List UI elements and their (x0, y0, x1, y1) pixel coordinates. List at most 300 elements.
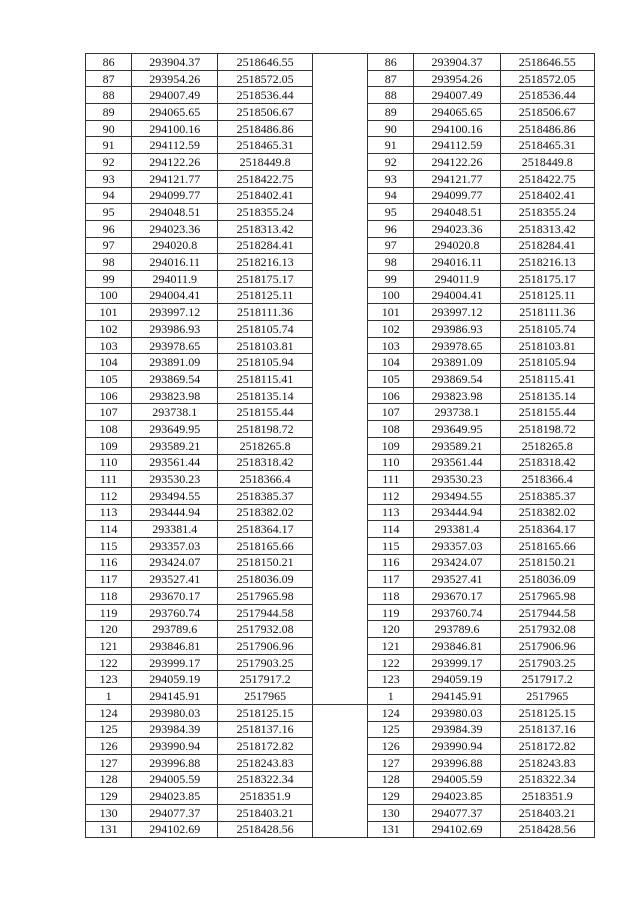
right-y-coordinate-cell: 2518036.09 (500, 571, 594, 588)
spacer-cell (312, 87, 367, 104)
left-y-coordinate-cell: 2518135.14 (218, 387, 312, 404)
right-x-coordinate-cell: 294007.49 (414, 87, 500, 104)
left-point-number-cell: 129 (86, 788, 132, 805)
table-row (86, 237, 595, 254)
left-y-coordinate-cell: 2518449.8 (218, 154, 312, 171)
table-row (86, 287, 595, 304)
table-row (86, 638, 595, 655)
right-x-coordinate-cell: 293823.98 (414, 387, 500, 404)
left-point-number-cell: 96 (86, 220, 132, 237)
coordinate-table-body (86, 54, 595, 838)
right-y-coordinate-cell: 2518449.8 (500, 154, 594, 171)
left-x-coordinate-cell: 294048.51 (132, 204, 218, 221)
right-x-coordinate-cell: 293760.74 (414, 604, 500, 621)
left-point-number-cell: 93 (86, 170, 132, 187)
left-y-coordinate-cell: 2518322.34 (218, 771, 312, 788)
spacer-cell (312, 371, 367, 388)
right-y-coordinate-cell: 2518322.34 (500, 771, 594, 788)
left-y-coordinate-cell: 2518428.56 (218, 821, 312, 838)
left-x-coordinate-cell: 293986.93 (132, 321, 218, 338)
right-x-coordinate-cell: 293424.07 (414, 554, 500, 571)
table-row (86, 571, 595, 588)
left-y-coordinate-cell: 2518486.86 (218, 120, 312, 137)
left-x-coordinate-cell: 294145.91 (132, 688, 218, 705)
left-x-coordinate-cell: 293978.65 (132, 337, 218, 354)
left-point-number-cell: 92 (86, 154, 132, 171)
spacer-cell (312, 204, 367, 221)
left-y-coordinate-cell: 2518125.11 (218, 287, 312, 304)
left-y-coordinate-cell: 2517906.96 (218, 638, 312, 655)
right-y-coordinate-cell: 2518115.41 (500, 371, 594, 388)
spacer-cell (312, 604, 367, 621)
left-x-coordinate-cell: 294099.77 (132, 187, 218, 204)
table-row (86, 821, 595, 838)
spacer-cell (312, 437, 367, 454)
spacer-cell (312, 387, 367, 404)
right-point-number-cell: 130 (368, 804, 414, 821)
right-x-coordinate-cell: 293561.44 (414, 454, 500, 471)
table-row (86, 154, 595, 171)
spacer-cell (312, 588, 367, 605)
right-y-coordinate-cell: 2518402.41 (500, 187, 594, 204)
table-row (86, 788, 595, 805)
left-x-coordinate-cell: 293984.39 (132, 721, 218, 738)
left-y-coordinate-cell: 2518137.16 (218, 721, 312, 738)
right-y-coordinate-cell: 2518105.94 (500, 354, 594, 371)
right-y-coordinate-cell: 2518428.56 (500, 821, 594, 838)
left-point-number-cell: 123 (86, 671, 132, 688)
left-point-number-cell: 90 (86, 120, 132, 137)
spacer-cell (312, 754, 367, 771)
right-x-coordinate-cell: 293846.81 (414, 638, 500, 655)
left-x-coordinate-cell: 293980.03 (132, 704, 218, 721)
right-x-coordinate-cell: 294023.36 (414, 220, 500, 237)
table-row (86, 554, 595, 571)
left-y-coordinate-cell: 2518382.02 (218, 504, 312, 521)
left-x-coordinate-cell: 293846.81 (132, 638, 218, 655)
left-point-number-cell: 104 (86, 354, 132, 371)
spacer-cell (312, 738, 367, 755)
left-y-coordinate-cell: 2518172.82 (218, 738, 312, 755)
table-row (86, 137, 595, 154)
spacer-cell (312, 621, 367, 638)
right-x-coordinate-cell: 294112.59 (414, 137, 500, 154)
right-point-number-cell: 102 (368, 321, 414, 338)
left-point-number-cell: 114 (86, 521, 132, 538)
left-x-coordinate-cell: 294100.16 (132, 120, 218, 137)
right-y-coordinate-cell: 2518111.36 (500, 304, 594, 321)
left-x-coordinate-cell: 293589.21 (132, 437, 218, 454)
left-x-coordinate-cell: 294065.65 (132, 104, 218, 121)
left-point-number-cell: 87 (86, 70, 132, 87)
left-y-coordinate-cell: 2518572.05 (218, 70, 312, 87)
spacer-cell (312, 137, 367, 154)
left-x-coordinate-cell: 293823.98 (132, 387, 218, 404)
spacer-cell (312, 270, 367, 287)
right-point-number-cell: 123 (368, 671, 414, 688)
table-row (86, 454, 595, 471)
spacer-cell (312, 54, 367, 71)
left-x-coordinate-cell: 293561.44 (132, 454, 218, 471)
right-point-number-cell: 115 (368, 537, 414, 554)
table-row (86, 404, 595, 421)
table-row (86, 421, 595, 438)
right-point-number-cell: 100 (368, 287, 414, 304)
spacer-cell (312, 104, 367, 121)
left-point-number-cell: 115 (86, 537, 132, 554)
left-x-coordinate-cell: 293999.17 (132, 654, 218, 671)
left-y-coordinate-cell: 2518175.17 (218, 270, 312, 287)
right-point-number-cell: 106 (368, 387, 414, 404)
left-point-number-cell: 131 (86, 821, 132, 838)
right-point-number-cell: 104 (368, 354, 414, 371)
left-y-coordinate-cell: 2518284.41 (218, 237, 312, 254)
right-point-number-cell: 119 (368, 604, 414, 621)
right-y-coordinate-cell: 2518103.81 (500, 337, 594, 354)
right-y-coordinate-cell: 2518385.37 (500, 487, 594, 504)
spacer-cell (312, 704, 367, 721)
right-x-coordinate-cell: 293984.39 (414, 721, 500, 738)
left-y-coordinate-cell: 2517903.25 (218, 654, 312, 671)
right-point-number-cell: 109 (368, 437, 414, 454)
right-y-coordinate-cell: 2517944.58 (500, 604, 594, 621)
table-row (86, 754, 595, 771)
table-row (86, 804, 595, 821)
right-point-number-cell: 87 (368, 70, 414, 87)
right-point-number-cell: 91 (368, 137, 414, 154)
left-y-coordinate-cell: 2518155.44 (218, 404, 312, 421)
right-x-coordinate-cell: 293357.03 (414, 537, 500, 554)
right-y-coordinate-cell: 2518172.82 (500, 738, 594, 755)
left-y-coordinate-cell: 2518105.94 (218, 354, 312, 371)
right-y-coordinate-cell: 2518125.15 (500, 704, 594, 721)
right-x-coordinate-cell: 293980.03 (414, 704, 500, 721)
right-x-coordinate-cell: 294020.8 (414, 237, 500, 254)
right-x-coordinate-cell: 294077.37 (414, 804, 500, 821)
spacer-cell (312, 554, 367, 571)
right-y-coordinate-cell: 2518137.16 (500, 721, 594, 738)
table-row (86, 704, 595, 721)
left-point-number-cell: 89 (86, 104, 132, 121)
left-x-coordinate-cell: 293357.03 (132, 537, 218, 554)
left-x-coordinate-cell: 294011.9 (132, 270, 218, 287)
right-x-coordinate-cell: 293904.37 (414, 54, 500, 71)
right-point-number-cell: 105 (368, 371, 414, 388)
spacer-cell (312, 237, 367, 254)
right-y-coordinate-cell: 2518198.72 (500, 421, 594, 438)
right-y-coordinate-cell: 2518318.42 (500, 454, 594, 471)
left-point-number-cell: 125 (86, 721, 132, 738)
spacer-cell (312, 504, 367, 521)
table-row (86, 621, 595, 638)
right-point-number-cell: 96 (368, 220, 414, 237)
left-y-coordinate-cell: 2518646.55 (218, 54, 312, 71)
left-x-coordinate-cell: 294023.36 (132, 220, 218, 237)
right-x-coordinate-cell: 294016.11 (414, 254, 500, 271)
left-x-coordinate-cell: 294016.11 (132, 254, 218, 271)
table-row (86, 187, 595, 204)
spacer-cell (312, 304, 367, 321)
spacer-cell (312, 337, 367, 354)
left-y-coordinate-cell: 2517944.58 (218, 604, 312, 621)
table-row (86, 270, 595, 287)
left-point-number-cell: 100 (86, 287, 132, 304)
left-y-coordinate-cell: 2518366.4 (218, 471, 312, 488)
table-row (86, 387, 595, 404)
right-point-number-cell: 97 (368, 237, 414, 254)
right-y-coordinate-cell: 2518243.83 (500, 754, 594, 771)
right-point-number-cell: 89 (368, 104, 414, 121)
table-row (86, 104, 595, 121)
right-x-coordinate-cell: 293997.12 (414, 304, 500, 321)
left-point-number-cell: 91 (86, 137, 132, 154)
right-point-number-cell: 125 (368, 721, 414, 738)
right-point-number-cell: 131 (368, 821, 414, 838)
right-y-coordinate-cell: 2517965.98 (500, 588, 594, 605)
left-point-number-cell: 121 (86, 638, 132, 655)
left-y-coordinate-cell: 2518536.44 (218, 87, 312, 104)
right-point-number-cell: 95 (368, 204, 414, 221)
right-point-number-cell: 120 (368, 621, 414, 638)
right-y-coordinate-cell: 2518165.66 (500, 537, 594, 554)
left-x-coordinate-cell: 293904.37 (132, 54, 218, 71)
left-point-number-cell: 88 (86, 87, 132, 104)
right-y-coordinate-cell: 2518355.24 (500, 204, 594, 221)
left-x-coordinate-cell: 293869.54 (132, 371, 218, 388)
left-x-coordinate-cell: 294023.85 (132, 788, 218, 805)
left-y-coordinate-cell: 2518265.8 (218, 437, 312, 454)
spacer-cell (312, 170, 367, 187)
right-point-number-cell: 113 (368, 504, 414, 521)
right-x-coordinate-cell: 294004.41 (414, 287, 500, 304)
right-x-coordinate-cell: 294121.77 (414, 170, 500, 187)
table-row (86, 537, 595, 554)
right-y-coordinate-cell: 2518366.4 (500, 471, 594, 488)
right-y-coordinate-cell: 2518572.05 (500, 70, 594, 87)
right-x-coordinate-cell: 294059.19 (414, 671, 500, 688)
left-point-number-cell: 127 (86, 754, 132, 771)
table-row (86, 521, 595, 538)
right-y-coordinate-cell: 2518486.86 (500, 120, 594, 137)
left-x-coordinate-cell: 293760.74 (132, 604, 218, 621)
left-y-coordinate-cell: 2518465.31 (218, 137, 312, 154)
left-x-coordinate-cell: 293738.1 (132, 404, 218, 421)
left-y-coordinate-cell: 2518105.74 (218, 321, 312, 338)
right-x-coordinate-cell: 293381.4 (414, 521, 500, 538)
left-x-coordinate-cell: 293789.6 (132, 621, 218, 638)
table-row (86, 220, 595, 237)
spacer-cell (312, 287, 367, 304)
left-x-coordinate-cell: 294007.49 (132, 87, 218, 104)
right-x-coordinate-cell: 293494.55 (414, 487, 500, 504)
right-point-number-cell: 114 (368, 521, 414, 538)
right-x-coordinate-cell: 294100.16 (414, 120, 500, 137)
table-row (86, 87, 595, 104)
left-y-coordinate-cell: 2518351.9 (218, 788, 312, 805)
right-point-number-cell: 88 (368, 87, 414, 104)
spacer-cell (312, 638, 367, 655)
right-x-coordinate-cell: 294102.69 (414, 821, 500, 838)
table-row (86, 504, 595, 521)
right-x-coordinate-cell: 293986.93 (414, 321, 500, 338)
right-x-coordinate-cell: 293869.54 (414, 371, 500, 388)
left-x-coordinate-cell: 293990.94 (132, 738, 218, 755)
left-point-number-cell: 109 (86, 437, 132, 454)
left-y-coordinate-cell: 2518243.83 (218, 754, 312, 771)
left-point-number-cell: 106 (86, 387, 132, 404)
left-x-coordinate-cell: 293649.95 (132, 421, 218, 438)
right-y-coordinate-cell: 2518403.21 (500, 804, 594, 821)
spacer-cell (312, 771, 367, 788)
table-row (86, 254, 595, 271)
left-point-number-cell: 130 (86, 804, 132, 821)
right-x-coordinate-cell: 293527.41 (414, 571, 500, 588)
left-x-coordinate-cell: 294122.26 (132, 154, 218, 171)
left-x-coordinate-cell: 293424.07 (132, 554, 218, 571)
right-point-number-cell: 129 (368, 788, 414, 805)
left-point-number-cell: 112 (86, 487, 132, 504)
left-point-number-cell: 116 (86, 554, 132, 571)
table-row (86, 70, 595, 87)
left-y-coordinate-cell: 2518364.17 (218, 521, 312, 538)
spacer-cell (312, 220, 367, 237)
spacer-cell (312, 671, 367, 688)
right-x-coordinate-cell: 294048.51 (414, 204, 500, 221)
left-x-coordinate-cell: 293494.55 (132, 487, 218, 504)
right-point-number-cell: 110 (368, 454, 414, 471)
left-y-coordinate-cell: 2518036.09 (218, 571, 312, 588)
spacer-cell (312, 804, 367, 821)
right-point-number-cell: 103 (368, 337, 414, 354)
right-y-coordinate-cell: 2517903.25 (500, 654, 594, 671)
right-y-coordinate-cell: 2518216.13 (500, 254, 594, 271)
right-y-coordinate-cell: 2518422.75 (500, 170, 594, 187)
left-x-coordinate-cell: 293527.41 (132, 571, 218, 588)
left-y-coordinate-cell: 2517917.2 (218, 671, 312, 688)
spacer-cell (312, 70, 367, 87)
table-row (86, 738, 595, 755)
right-point-number-cell: 121 (368, 638, 414, 655)
right-y-coordinate-cell: 2518351.9 (500, 788, 594, 805)
left-point-number-cell: 111 (86, 471, 132, 488)
table-row (86, 721, 595, 738)
spacer-cell (312, 788, 367, 805)
left-x-coordinate-cell: 294020.8 (132, 237, 218, 254)
left-y-coordinate-cell: 2517965.98 (218, 588, 312, 605)
table-row (86, 304, 595, 321)
right-y-coordinate-cell: 2518105.74 (500, 321, 594, 338)
left-point-number-cell: 126 (86, 738, 132, 755)
right-point-number-cell: 116 (368, 554, 414, 571)
left-y-coordinate-cell: 2518385.37 (218, 487, 312, 504)
left-point-number-cell: 99 (86, 270, 132, 287)
right-x-coordinate-cell: 294011.9 (414, 270, 500, 287)
table-row (86, 354, 595, 371)
right-y-coordinate-cell: 2518155.44 (500, 404, 594, 421)
spacer-cell (312, 404, 367, 421)
right-x-coordinate-cell: 293996.88 (414, 754, 500, 771)
left-point-number-cell: 103 (86, 337, 132, 354)
spacer-cell (312, 721, 367, 738)
right-y-coordinate-cell: 2518265.8 (500, 437, 594, 454)
right-y-coordinate-cell: 2518150.21 (500, 554, 594, 571)
table-row (86, 771, 595, 788)
right-x-coordinate-cell: 293589.21 (414, 437, 500, 454)
right-y-coordinate-cell: 2518364.17 (500, 521, 594, 538)
left-x-coordinate-cell: 294004.41 (132, 287, 218, 304)
right-point-number-cell: 124 (368, 704, 414, 721)
spacer-cell (312, 154, 367, 171)
right-y-coordinate-cell: 2518125.11 (500, 287, 594, 304)
table-row (86, 54, 595, 71)
table-row (86, 588, 595, 605)
spacer-cell (312, 471, 367, 488)
right-point-number-cell: 127 (368, 754, 414, 771)
right-x-coordinate-cell: 293891.09 (414, 354, 500, 371)
right-y-coordinate-cell: 2518465.31 (500, 137, 594, 154)
left-point-number-cell: 120 (86, 621, 132, 638)
right-point-number-cell: 118 (368, 588, 414, 605)
right-x-coordinate-cell: 294065.65 (414, 104, 500, 121)
right-y-coordinate-cell: 2518646.55 (500, 54, 594, 71)
left-point-number-cell: 105 (86, 371, 132, 388)
left-x-coordinate-cell: 293954.26 (132, 70, 218, 87)
table-row (86, 604, 595, 621)
left-y-coordinate-cell: 2518198.72 (218, 421, 312, 438)
left-y-coordinate-cell: 2518103.81 (218, 337, 312, 354)
spacer-cell (312, 537, 367, 554)
left-y-coordinate-cell: 2518355.24 (218, 204, 312, 221)
left-y-coordinate-cell: 2518115.41 (218, 371, 312, 388)
right-point-number-cell: 98 (368, 254, 414, 271)
spacer-cell (312, 354, 367, 371)
table-row (86, 688, 595, 705)
left-y-coordinate-cell: 2518402.41 (218, 187, 312, 204)
left-point-number-cell: 107 (86, 404, 132, 421)
table-row (86, 170, 595, 187)
right-x-coordinate-cell: 293670.17 (414, 588, 500, 605)
right-y-coordinate-cell: 2518506.67 (500, 104, 594, 121)
right-x-coordinate-cell: 294099.77 (414, 187, 500, 204)
left-point-number-cell: 118 (86, 588, 132, 605)
right-point-number-cell: 101 (368, 304, 414, 321)
left-point-number-cell: 113 (86, 504, 132, 521)
left-y-coordinate-cell: 2517965 (218, 688, 312, 705)
right-y-coordinate-cell: 2517917.2 (500, 671, 594, 688)
table-row (86, 371, 595, 388)
table-row (86, 321, 595, 338)
right-x-coordinate-cell: 293649.95 (414, 421, 500, 438)
right-point-number-cell: 92 (368, 154, 414, 171)
table-row (86, 487, 595, 504)
left-y-coordinate-cell: 2518318.42 (218, 454, 312, 471)
left-point-number-cell: 101 (86, 304, 132, 321)
left-x-coordinate-cell: 294059.19 (132, 671, 218, 688)
right-x-coordinate-cell: 294122.26 (414, 154, 500, 171)
right-y-coordinate-cell: 2517932.08 (500, 621, 594, 638)
left-y-coordinate-cell: 2518111.36 (218, 304, 312, 321)
right-x-coordinate-cell: 293530.23 (414, 471, 500, 488)
spacer-cell (312, 254, 367, 271)
right-x-coordinate-cell: 293789.6 (414, 621, 500, 638)
table-row (86, 204, 595, 221)
right-y-coordinate-cell: 2518382.02 (500, 504, 594, 521)
left-point-number-cell: 94 (86, 187, 132, 204)
right-point-number-cell: 126 (368, 738, 414, 755)
left-point-number-cell: 110 (86, 454, 132, 471)
table-row (86, 337, 595, 354)
right-x-coordinate-cell: 293990.94 (414, 738, 500, 755)
